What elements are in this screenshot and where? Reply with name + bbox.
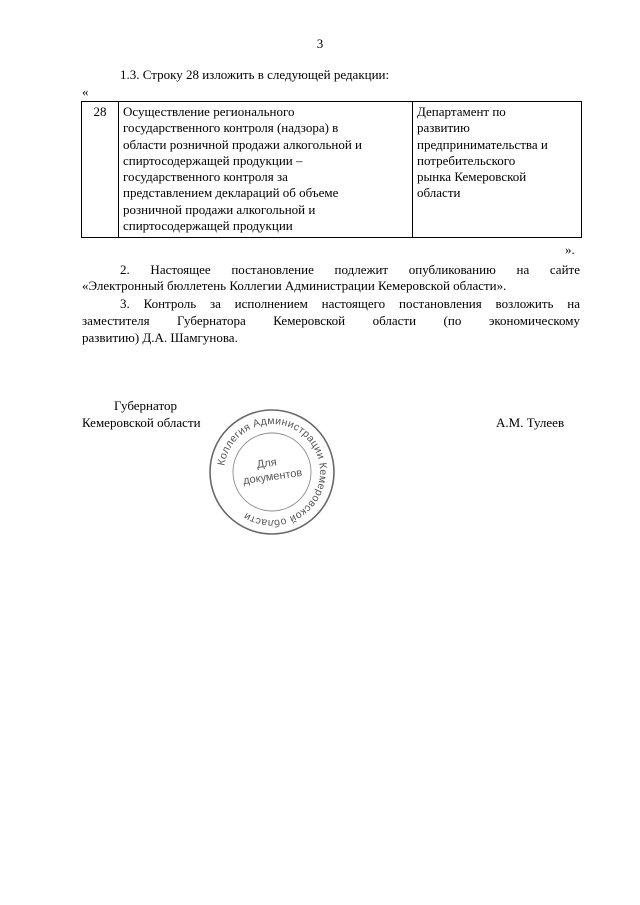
- description-line: розничной продажи алкогольной и: [123, 201, 316, 217]
- seal-center-line2: документов: [242, 466, 303, 488]
- close-quote: ».: [565, 242, 575, 257]
- page-number: 3: [316, 36, 324, 51]
- department-line: потребительского: [417, 152, 516, 168]
- department-line: Департамент по: [417, 104, 506, 119]
- clause-3-line: 3. Контроль за исполнением настоящего постановления возложить на: [120, 296, 580, 311]
- table-row: [82, 102, 582, 238]
- department-line: рынка Кемеровской: [417, 169, 527, 185]
- signer-title-line1: Губернатор: [114, 398, 177, 413]
- row-number: 28: [93, 104, 107, 119]
- clause-3-second: [82, 313, 580, 330]
- description-line: государственного контроля (надзора) в: [123, 120, 339, 136]
- clause-2-line: 2. Настоящее постановление подлежит опубликованию на сайте: [120, 262, 580, 277]
- description-line: спиртосодержащей продукции: [123, 218, 293, 234]
- clause-1-3: 1.3. Строку 28 изложить в следующей редакции:: [120, 67, 390, 82]
- clause-3-first: [120, 296, 580, 313]
- open-quote: «: [82, 84, 89, 99]
- department-line: предпринимательства и: [417, 136, 548, 152]
- clause-3-line: заместителя Губернатора Кемеровской области (по экономическому: [82, 313, 580, 328]
- seal-center-line1: Для: [256, 456, 278, 471]
- signer-name: А.М. Тулеев: [496, 415, 565, 430]
- amendment-table: [81, 101, 582, 238]
- description-line: области розничной продажи алкогольной и: [123, 136, 363, 152]
- clause-2: [82, 262, 580, 279]
- row-number-cell: [82, 102, 119, 238]
- description-line: представлением деклараций об объеме: [123, 185, 339, 201]
- department-cell: [413, 102, 582, 238]
- official-seal: [206, 406, 338, 538]
- clause-2-line: «Электронный бюллетень Коллегии Администрации Кемеровской области».: [82, 278, 507, 293]
- department-line: области: [417, 185, 461, 201]
- description-line: государственного контроля за: [123, 169, 288, 185]
- clause-3-third: [82, 330, 238, 347]
- clause-3-line: развитию) Д.А. Шамгунова.: [82, 330, 238, 345]
- description-line: спиртосодержащей продукции –: [123, 152, 303, 168]
- department-line: развитию: [417, 120, 470, 136]
- description-line: Осуществление регионального: [123, 104, 295, 119]
- signer-title-line2: Кемеровской области: [82, 415, 201, 430]
- clause-2-cont: [82, 278, 580, 295]
- seal-ring-text: Коллегия Администрации Кемеровской области: [215, 414, 330, 530]
- description-cell: [119, 102, 413, 238]
